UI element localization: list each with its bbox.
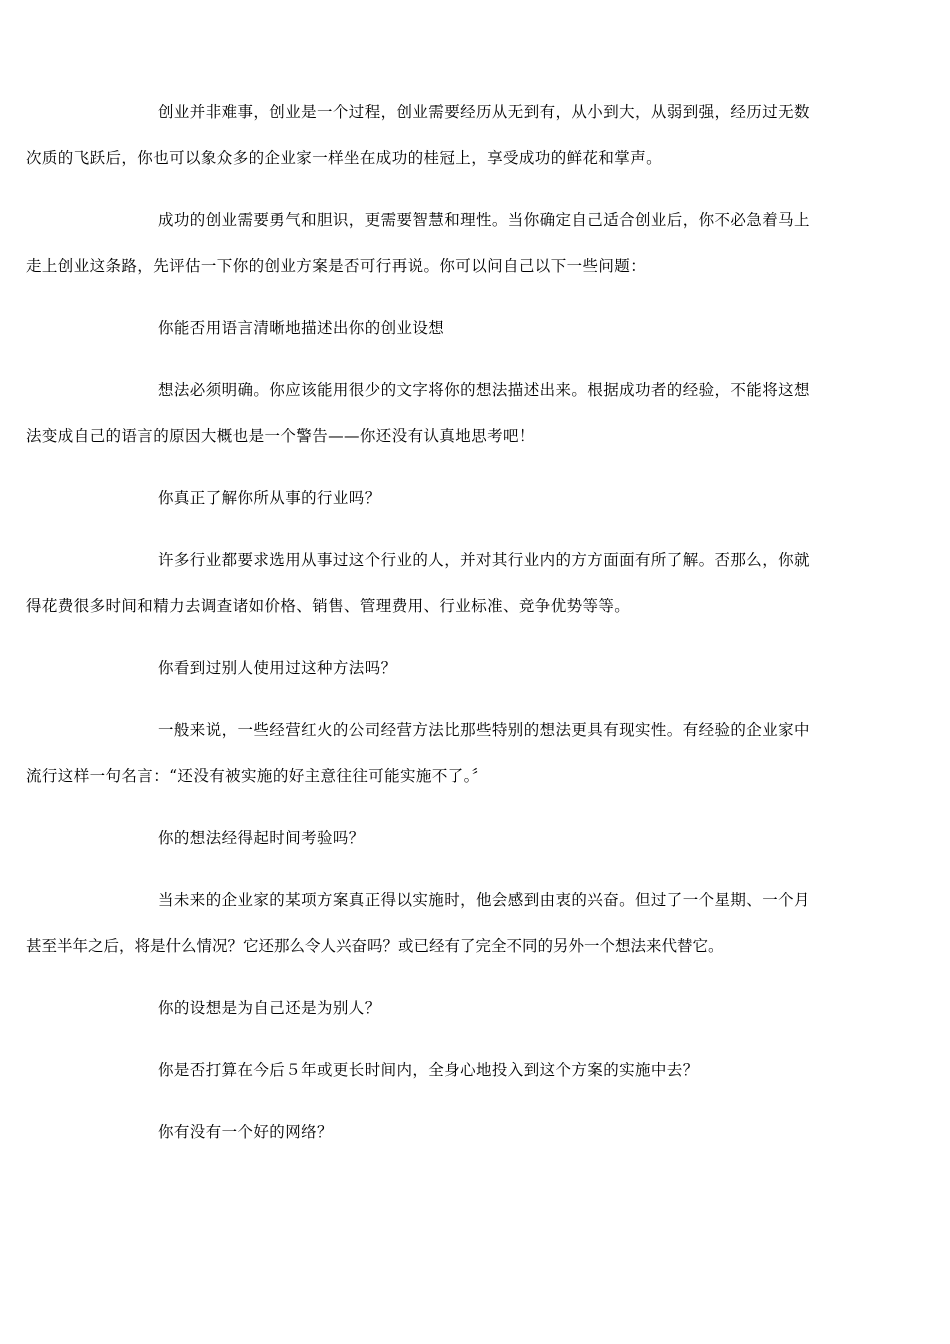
paragraph-line: 成功的创业需要勇气和胆识，更需要智慧和理性。当你确定自己适合创业后，你不必急着马上 xyxy=(158,211,810,229)
paragraph-line: 想法必须明确。你应该能用很少的文字将你的想法描述出来。根据成功者的经验，不能将这想 xyxy=(158,381,810,399)
paragraph-line: 法变成自己的语言的原因大概也是一个警告——你还没有认真地思考吧！ xyxy=(26,427,535,445)
paragraph-line: 甚至半年之后，将是什么情况？它还那么令人兴奋吗？或已经有了完全不同的另外一个想法来代替它。 xyxy=(26,937,724,955)
paragraph-line: 创业并非难事，创业是一个过程，创业需要经历从无到有，从小到大，从弱到强，经历过无数 xyxy=(158,103,810,121)
paragraph-5 xyxy=(26,707,846,799)
paragraph-1 xyxy=(26,89,846,181)
question-heading-4 xyxy=(92,815,846,861)
paragraph-line: 次质的飞跃后，你也可以象众多的企业家一样坐在成功的桂冠上，享受成功的鲜花和掌声。 xyxy=(26,149,663,167)
paragraph-3 xyxy=(26,367,846,459)
question-heading-1 xyxy=(92,305,846,351)
question-heading-5 xyxy=(92,985,846,1031)
paragraph-line: 你有没有一个好的网络？ xyxy=(158,1123,333,1141)
paragraph-line: 走上创业这条路，先评估一下你的创业方案是否可行再说。你可以问自己以下一些问题： xyxy=(26,257,647,275)
question-heading-6 xyxy=(92,1047,846,1093)
paragraph-line: 你真正了解你所从事的行业吗？ xyxy=(158,489,381,507)
paragraph-line: 流行这样一句名言：“还没有被实施的好主意往往可能实施不了。〞 xyxy=(26,767,488,785)
paragraph-line: 你的想法经得起时间考验吗？ xyxy=(158,829,365,847)
paragraph-line: 得花费很多时间和精力去调查诸如价格、销售、管理费用、行业标准、竞争优势等等。 xyxy=(26,597,631,615)
paragraph-line: 你是否打算在今后５年或更长时间内，全身心地投入到这个方案的实施中去？ xyxy=(158,1061,699,1079)
paragraph-4 xyxy=(26,537,846,629)
paragraph-line: 一般来说，一些经营红火的公司经营方法比那些特别的想法更具有现实性。有经验的企业家中 xyxy=(158,721,810,739)
question-heading-3 xyxy=(92,645,846,691)
paragraph-line: 许多行业都要求选用从事过这个行业的人，并对其行业内的方方面面有所了解。否那么，你就 xyxy=(158,551,810,569)
question-heading-2 xyxy=(92,475,846,521)
paragraph-6 xyxy=(26,877,846,969)
question-heading-7 xyxy=(92,1109,846,1155)
paragraph-2 xyxy=(26,197,846,289)
paragraph-line: 当未来的企业家的某项方案真正得以实施时，他会感到由衷的兴奋。但过了一个星期、一个月 xyxy=(158,891,810,909)
paragraph-line: 你能否用语言清晰地描述出你的创业设想 xyxy=(158,319,445,337)
paragraph-line: 你看到过别人使用过这种方法吗？ xyxy=(158,659,397,677)
paragraph-line: 你的设想是为自己还是为别人？ xyxy=(158,999,381,1017)
